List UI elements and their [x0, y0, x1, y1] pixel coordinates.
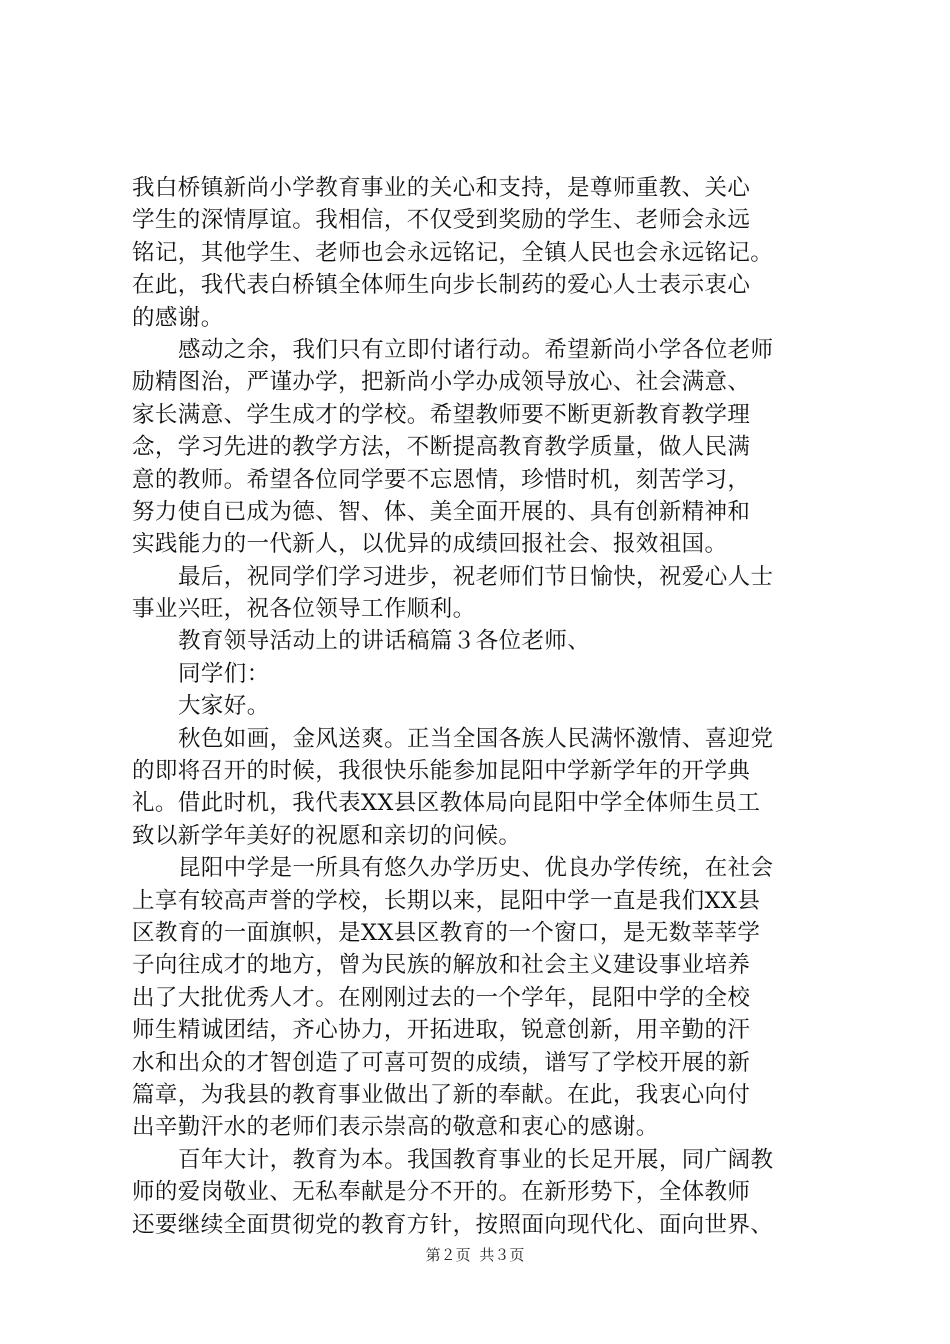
- text-line: 出了大批优秀人才。在刚刚过去的一个学年，昆阳中学的全校: [132, 984, 751, 1011]
- text-line: 的即将召开的时候，我很快乐能参加昆阳中学新学年的开学典: [132, 758, 751, 785]
- text-line: 师的爱岗敬业、无私奉献是分不开的。在新形势下，全体教师: [132, 1179, 751, 1206]
- page-total: 共３页: [479, 1246, 525, 1264]
- text-line: 努力使自已成为德、智、体、美全面开展的、具有创新精神和: [132, 498, 751, 525]
- paragraph-start-line: 感动之余，我们只有立即付诸行动。希望新尚小学各位老师: [178, 336, 774, 363]
- text-line: 实践能力的一代新人，以优异的成绩回报社会、报效祖国。: [132, 531, 728, 558]
- paragraph-start-line: 昆阳中学是一所具有悠久办学历史、优良办学传统，在社会: [178, 855, 774, 882]
- paragraph-start-line: 秋色如画，金风送爽。正当全国各族人民满怀激情、喜迎党: [178, 725, 774, 752]
- greeting-line: 大家好。: [178, 693, 270, 720]
- text-line: 出辛勤汗水的老师们表示崇高的敬意和衷心的感谢。: [132, 1114, 659, 1141]
- page-footer: [0, 1245, 950, 1265]
- text-line: 家长满意、学生成才的学校。希望教师要不断更新教育教学理: [132, 401, 751, 428]
- text-line: 区教育的一面旗帜，是XX县区教育的一个窗口，是无数莘莘学: [132, 919, 761, 946]
- paragraph-start-line: 百年大计，教育为本。我国教育事业的长足开展，同广阔教: [178, 1146, 774, 1173]
- text-line: 上享有较高声誉的学校，长期以来，昆阳中学一直是我们XX县: [132, 887, 761, 914]
- page-number: 第２页: [425, 1246, 471, 1264]
- text-line: 篇章，为我县的教育事业做出了新的奉献。在此，我衷心向付: [132, 1081, 751, 1108]
- text-line: 念，学习先进的教学方法，不断提高教育教学质量，做人民满: [132, 434, 751, 461]
- text-line: 致以新学年美好的祝愿和亲切的问候。: [132, 822, 522, 849]
- text-line: 在此，我代表白桥镇全体师生向步长制药的爱心人士表示衷心: [132, 272, 751, 299]
- section-heading-line: 教育领导活动上的讲话稿篇３各位老师、: [178, 628, 591, 655]
- text-line: 意的教师。希望各位同学要不忘恩情，珍惜时机，刻苦学习，: [132, 466, 751, 493]
- text-line: 水和出众的才智创造了可喜可贺的成绩，谱写了学校开展的新: [132, 1049, 751, 1076]
- text-line: 礼。借此时机，我代表XX县区教体局向昆阳中学全体师生员工: [132, 790, 761, 817]
- text-line: 铭记，其他学生、老师也会永远铭记，全镇人民也会永远铭记。: [132, 239, 774, 266]
- text-line: 学生的深情厚谊。我相信，不仅受到奖励的学生、老师会永远: [132, 207, 751, 234]
- document-body: [132, 172, 832, 1241]
- paragraph-start-line: 最后，祝同学们学习进步，祝老师们节日愉快，祝爱心人士: [178, 563, 774, 590]
- text-line: 我白桥镇新尚小学教育事业的关心和支持，是尊师重教、关心: [132, 175, 751, 201]
- text-line: 子向往成才的地方，曾为民族的解放和社会主义建设事业培养: [132, 952, 751, 979]
- text-line: 师生精诚团结，齐心协力，开拓进取，锐意创新，用辛勤的汗: [132, 1017, 751, 1044]
- salutation-line: 同学们：: [178, 660, 270, 687]
- text-line: 励精图治，严谨办学，把新尚小学办成领导放心、社会满意、: [132, 369, 751, 396]
- text-line: 事业兴旺，祝各位领导工作顺利。: [132, 596, 476, 623]
- text-line: 还要继续全面贯彻党的教育方针，按照面向现代化、面向世界、: [132, 1211, 774, 1238]
- text-line: 的感谢。: [132, 304, 224, 331]
